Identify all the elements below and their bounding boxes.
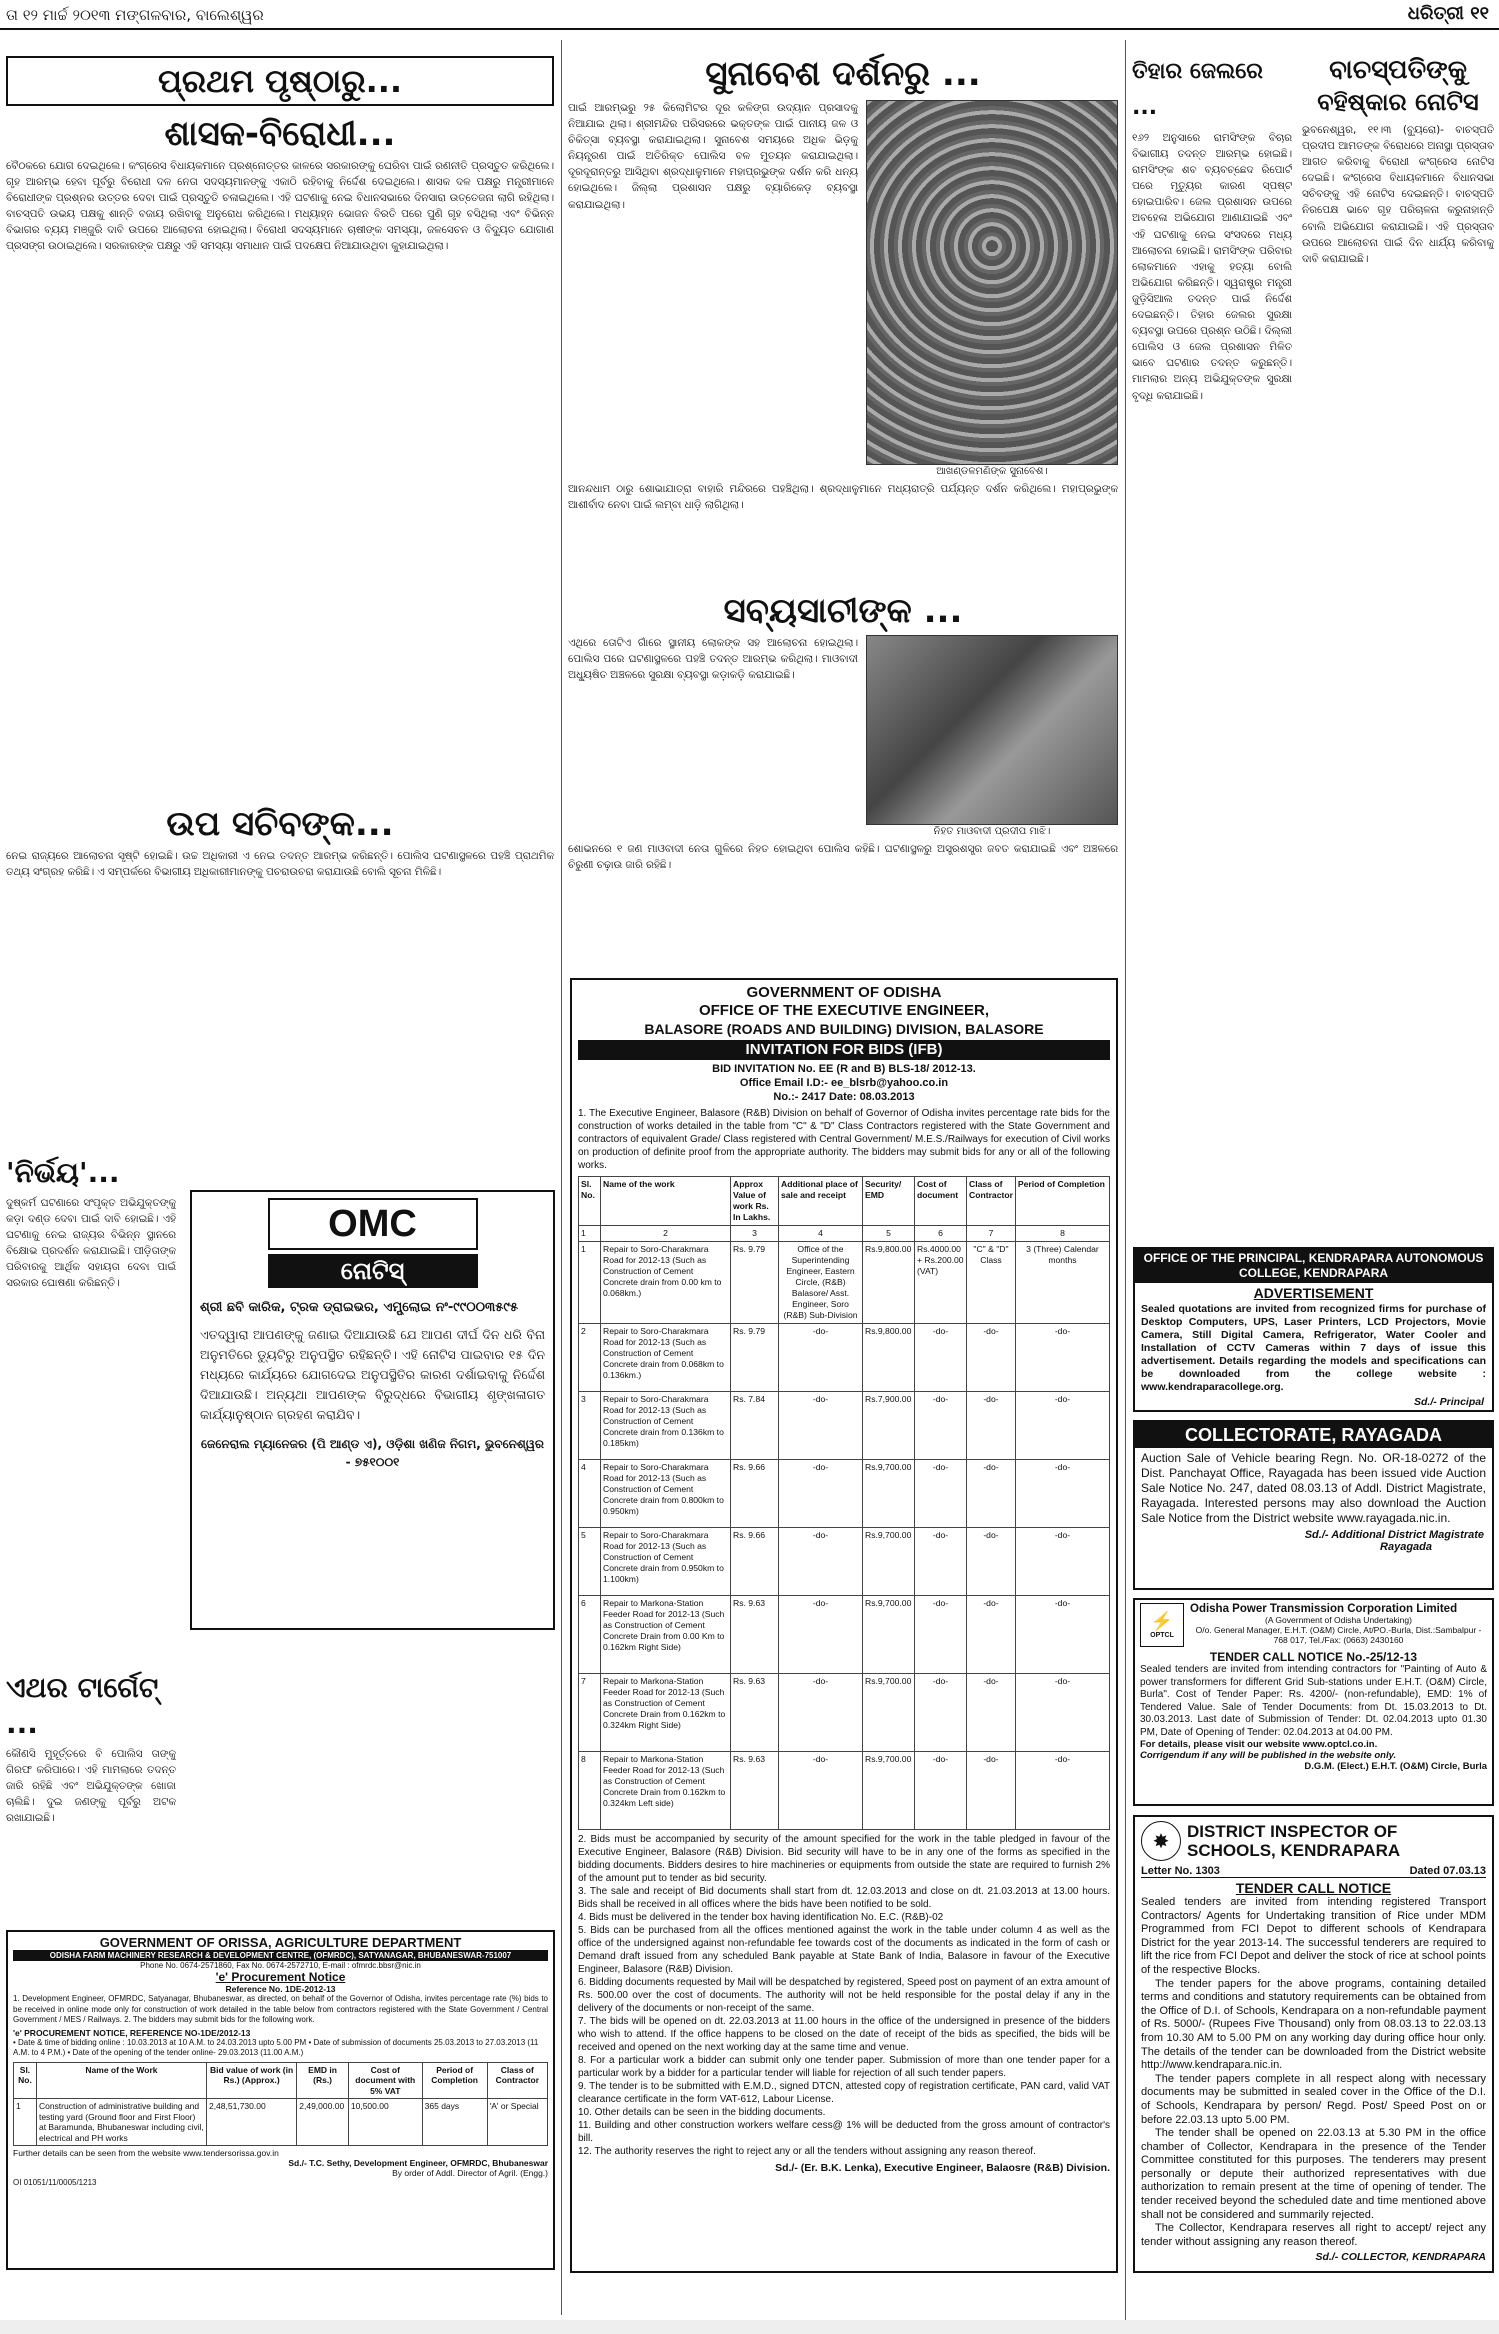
ifb-term: 10. Other details can be seen in the bidding documents.: [578, 2107, 826, 2118]
ifb-term: 8. For a particular work a bidder can submit only one tender paper. Submission of more than one tender paper for a particular work by a bidder for a particular tender will liable for rejection of all such tender papers.: [578, 2055, 1110, 2079]
rayagada-body: Auction Sale of Vehicle bearing Regn. No. OR-18-0272 of the Dist. Panchayat Office, Rayagada has been issued vide Auction Sale Notice No. 247, dated 08.03.13 of Addl. District Magistrate, Rayagada. Interested persons may also download the Auction Sale Notice from the District website www.rayagada.nic.in.: [1141, 1451, 1486, 1525]
rayagada-collectorate-ad: [1133, 1420, 1494, 1590]
rayagada-place: Rayagada: [1380, 1541, 1432, 1553]
article-body: ନେଇ ରାଜ୍ୟରେ ଆଲୋଚନା ସୃଷ୍ଟି ହୋଇଛି। ଉଚ୍ଚ ଅଧିକାରୀ ଏ ନେଇ ତଦନ୍ତ ଆରମ୍ଭ କରିଛନ୍ତି। ପୋଲିସ ଘଟଣାସ୍ଥଳରେ ପହଞ୍ଚି ପ୍ରାଥମିକ ତଥ୍ୟ ସଂଗ୍ରହ କରିଛି। ଏ ସମ୍ପର୍କରେ ବିଭାଗୀୟ ଅଧିକାରୀମାନଙ୍କୁ ପଚରାଉଚରା କରାଯାଉଛି ବୋଲି ସୂଚନା ମିଳିଛି।: [6, 850, 554, 879]
left-narrow-column: [6, 1155, 176, 2046]
ifb-term: 9. The tender is to be submitted with E.M.D., signed DTCN, attested copy of registration certificate, PAN card, valid VAT clearance certificate in the form VAT-612, Labour License.: [578, 2081, 1110, 2105]
headline-tihar: ତିହାର ଜେଲରେ ...: [1132, 59, 1263, 120]
dis-paragraph: The tender papers complete in all respect along with necessary documents may be submitted in sealed cover in the Office of the D.I. of Schools, Kendrapara by person/ Regd. Post/ Speed Post on or before 22.03.13 upto 5.00 PM.: [1141, 2072, 1486, 2126]
table-row: 8 Repair to Markona-Station Feeder Road for 2012-13 (Such as Construction of Cement Concrete Drain from 0.162km to 0.324km Left side) Rs. 9.63 -do- Rs.9,700.00 -do- -do- -do-: [579, 1752, 1110, 1830]
table-header: Sl. No.: [14, 2062, 37, 2099]
column-rule: [1125, 40, 1126, 2320]
headline-upa-sachiv: ଉପ ସଚିବଙ୍କ...: [166, 804, 394, 844]
dis-paragraph: Sealed tenders are invited from intending registered Transport Contractors/ Agents for Undertaking transition of Rice under MDM Programmed from FCI Depot to different schools of Kendrapara District for the year 2013-14. The successful tenderers are required to lift the rice from FCI Depot and deliver the stock of rice at school points of the respective Blocks.: [1141, 1896, 1486, 1976]
omc-notice-ad: [190, 1190, 555, 1630]
ifb-term: 4. Bids must be delivered in the tender box having identification No. E.C. (R&B)-02: [578, 1912, 944, 1923]
table-row: 3 Repair to Soro-Charakmara Road for 2012-13 (Such as Construction of Cement Concrete drain from 0.136km to 0.185km) Rs. 7.84 -do- Rs.7,900.00 -do- -do- -do-: [579, 1392, 1110, 1460]
table-row: 1 2 3 4 5 6 7 8: [579, 1226, 1110, 1242]
tower-icon: ⚡: [1150, 1611, 1174, 1631]
agri-centre-band: ODISHA FARM MACHINERY RESEARCH & DEVELOPMENT CENTRE, (OFMRDC), SATYANAGAR, BHUBANESWAR-751007: [13, 1950, 548, 1961]
table-row: 7 Repair to Markona-Station Feeder Road for 2012-13 (Such as Construction of Cement Concrete Drain from 0.162km to 0.324km Right Side) Rs. 9.63 -do- Rs.9,700.00 -do- -do- -do-: [579, 1674, 1110, 1752]
table-header: Period of Completion: [422, 2062, 487, 2099]
agri-dates: • Date & time of bidding online : 10.03.2013 at 10 A.M. to 24.03.2013 upto 5.00 PM • Date of submission of documents 25.03.2013 to 27.03.2013 (11 A.M. to 4 P.M.) • Date of the opening of the tender online- 29.03.2013 (11.00 A.M.): [13, 2037, 539, 2057]
article-body: ଭୁବନେଶ୍ୱର, ୧୧।୩ (ବ୍ୟୁରୋ)- ବାଚସ୍ପତି ପ୍ରଦୀପ ଆମତଙ୍କ ବିରୋଧରେ ଅନାସ୍ଥା ପ୍ରସ୍ତାବ ଆଗତ କରିବାକୁ ବିରୋଧୀ କଂଗ୍ରେସ ନୋଟିସ ଦେଇଛି। କଂଗ୍ରେସ ବିଧାୟକମାନେ ବିଧାନସଭା ସଚିବଙ୍କୁ ଏହି ନୋଟିସ ଦେଇଛନ୍ତି। ବାଚସ୍ପତି ନିରପେକ୍ଷ ଭାବେ ଗୃହ ପରିଚାଳନା କରୁନାହାନ୍ତି ବୋଲି ଅଭିଯୋଗ କରାଯାଇଛି। ଏହି ପ୍ରସ୍ତାବ ଉପରେ ଆଲୋଚନା ପାଇଁ ଦିନ ଧାର୍ଯ୍ୟ କରିବାକୁ ଦାବି କରାଯାଇଛି।: [1302, 124, 1494, 265]
optcl-tender-ad: [1133, 1598, 1494, 1806]
omc-notice-body: ଏତଦ୍ୱାରା ଆପଣଙ୍କୁ ଜଣାଇ ଦିଆଯାଉଛି ଯେ ଆପଣ ଦୀର୍ଘ ଦିନ ଧରି ବିନା ଅନୁମତିରେ ଡ୍ୟୁଟିରୁ ଅନୁପସ୍ଥିତ ରହିଛନ୍ତି। ଏହି ନୋଟିସ ପାଇବାର ୧୫ ଦିନ ମଧ୍ୟରେ କାର୍ଯ୍ୟରେ ଯୋଗଦେଇ ଅନୁପସ୍ଥିତିର କାରଣ ଦର୍ଶାଇବାକୁ ନିର୍ଦ୍ଦେଶ ଦିଆଯାଉଛି। ଅନ୍ୟଥା ଆପଣଙ୍କ ବିରୁଦ୍ଧରେ ବିଭାଗୀୟ ଶୃଙ୍ଖଳାଗତ କାର୍ଯ୍ୟାନୁଷ୍ଠାନ ଗ୍ରହଣ କରାଯିବ।: [200, 1327, 545, 1422]
agri-footnote: Further details can be seen from the website www.tendersorissa.gov.in: [13, 2148, 279, 2158]
tihar-article: [1132, 54, 1292, 1250]
masthead-date: ତା ୧୨ ମାର୍ଚ୍ଚ ୨୦୧୩ ମଙ୍ଗଳବାର, ବାଲେଶ୍ୱର: [6, 6, 264, 24]
ifb-signatory: Sd./- (Er. B.K. Lenka), Executive Engineer, Balaosre (R&B) Division.: [775, 2162, 1110, 2174]
ifb-division-title: BALASORE (ROADS AND BUILDING) DIVISION, BALASORE: [644, 1021, 1044, 1037]
ifb-work-table: [578, 1176, 1110, 1830]
optcl-logo: ⚡ OPTCL: [1140, 1603, 1184, 1647]
agri-reference: Reference No. 1DE-2012-13: [225, 1984, 336, 1994]
agri-contact: Phone No. 0674-2571860, Fax No. 0674-2572710, E-mail : ofmrdc.bbsr@nic.in: [140, 1961, 421, 1970]
article-body: ୧୬୨ ଅନୁସାରେ ରାମସିଂଙ୍କ ବିଚାର ବିଭାଗୀୟ ତଦନ୍ତ ଆରମ୍ଭ ହୋଇଛି। ରାମସିଂଙ୍କ ଶବ ବ୍ୟବଚ୍ଛେଦ ରିପୋର୍ଟ ପରେ ମୃତ୍ୟୁର କାରଣ ସ୍ପଷ୍ଟ ହୋଇପାରିବ। ଜେଲ ପ୍ରଶାସନ ଉପରେ ଅବହେଳା ଅଭିଯୋଗ ଆଣାଯାଇଛି ଏବଂ ଏହି ଘଟଣାକୁ ନେଇ ସଂସଦରେ ମଧ୍ୟ ଆଲୋଚନା ହୋଇଛି। ରାମସିଂଙ୍କ ପରିବାର ଲୋକମାନେ ଏହାକୁ ହତ୍ୟା ବୋଲି ଅଭିଯୋଗ କରିଛନ୍ତି। ସ୍ୱରାଷ୍ଟ୍ର ମନ୍ତ୍ରୀ ଜୁଡ଼ିସିଆଲ ତଦନ୍ତ ପାଇଁ ନିର୍ଦ୍ଦେଶ ଦେଇଛନ୍ତି। ତିହାର ଜେଲର ସୁରକ୍ଷା ବ୍ୟବସ୍ଥା ଉପରେ ପ୍ରଶ୍ନ ଉଠିଛି। ଦିଲ୍ଲୀ ପୋଲିସ ଓ ଜେଲ ପ୍ରଶାସନ ମିଳିତ ଭାବେ ଘଟଣାର ତଦନ୍ତ କରୁଛନ୍ତି। ମାମଲାର ଅନ୍ୟ ଅଭିଯୁକ୍ତଙ୍କ ସୁରକ୍ଷା ବୃଦ୍ଧି କରାଯାଇଛି।: [1132, 132, 1292, 402]
table-header: Class of Contractor: [487, 2062, 547, 2099]
headline-shasak-birodhi: ଶାସକ-ବିରୋଧୀ...: [164, 114, 396, 154]
table-row: 4 Repair to Soro-Charakmara Road for 2012-13 (Such as Construction of Cement Concrete drain from 0.800km to 0.950km) Rs. 9.66 -do- Rs.9,700.00 -do- -do- -do-: [579, 1460, 1110, 1528]
dis-date: Dated 07.03.13: [1409, 1865, 1486, 1877]
college-ad-title: ADVERTISEMENT: [1253, 1285, 1374, 1301]
article-body: ଶୋଭନରେ ୧ ଜଣ ମାଓବାଦୀ ନେତା ଗୁଳିରେ ନିହତ ହୋଇଥିବା ପୋଲିସ କହିଛି। ଘଟଣାସ୍ଥଳରୁ ଅସ୍ତ୍ରଶସ୍ତ୍ର ଜବତ କରାଯାଇଛି ଏବଂ ଅଞ୍ଚଳରେ ଚିରୁଣୀ ଚଢ଼ାଉ ଜାରି ରହିଛି।: [568, 843, 1118, 872]
emblem-icon: ✸: [1141, 1821, 1181, 1861]
optcl-name: Odisha Power Transmission Corporation Limited: [1190, 1603, 1458, 1615]
table-header: Bid value of work (in Rs.) (Approx.): [206, 2062, 296, 2099]
ifb-intro: 1. The Executive Engineer, Balasore (R&B) Division on behalf of Governor of Odisha invites percentage rate bids for the construction of works detailed in the table from "C" & "D" Class Contractors registered with the State Government and contractors of equivalent Grade/ Class registered with Central Government/ M.E.S./Railways for execution of Civil works on production of definite proof from the appropriate authority. The bidders may submit bids for any or all of the following works.: [578, 1108, 1110, 1171]
optcl-sub: (A Government of Odisha Undertaking): [1265, 1615, 1412, 1625]
ifb-ref-no: No.:- 2417 Date: 08.03.2013: [773, 1091, 915, 1103]
agri-notice-title: 'e' Procurement Notice: [215, 1970, 346, 1984]
dis-kendrapara-tender-ad: [1133, 1815, 1494, 2273]
dis-title: DISTRICT INSPECTOR OF SCHOOLS, KENDRAPARA: [1187, 1822, 1401, 1860]
headline-ethara-target: ଏଥର ଟାର୍ଗେଟ୍ ...: [6, 1671, 159, 1740]
table-header: Name of the Work: [36, 2062, 206, 2099]
college-ad-body: Sealed quotations are invited from recognized firms for purchase of Desktop Computers, UPS, Laser Printers, LCD Projectors, Movie Camera, Still Digital Camera, Refrigerator, Water Cooler and Installation of CCTV Cameras within 7 days of issue this advertisement. Details regarding the models and specifications can be downloaded from the college website : www.kendraparacollege.org.: [1141, 1303, 1486, 1393]
college-signatory: Sd./- Principal: [1413, 1396, 1484, 1408]
omc-signatory: ଜେନେରାଲ ମ୍ୟାନେଜର (ପି ଆଣ୍ଡ ଏ), ଓଡ଼ିଶା ଖଣିଜ ନିଗମ, ଭୁବନେଶ୍ୱର - ୭୫୧୦୦୧: [201, 1437, 544, 1469]
agri-body: 1. Development Engineer, OFMRDC, Satyanagar, Bhubaneswar, as directed, on behalf of the Governor of Odisha, invites percentage rate (%) bids to be received in online mode only for construction of work detailed in the table below from contractors registered with the State Government / Central Government / MES / Railways. 2. The bidders may submit bids for the following work.: [13, 1994, 548, 2024]
page-footer-strip: [0, 2320, 1499, 2334]
agri-work-table: [13, 2062, 548, 2147]
headline-sunabesha: ସୁନାବେଶ ଦର୍ଶନରୁ ...: [705, 54, 981, 94]
optcl-signatory: D.G.M. (Elect.) E.H.T. (O&M) Circle, Burla: [1304, 1761, 1487, 1772]
dis-notice-title: TENDER CALL NOTICE: [1235, 1880, 1392, 1896]
kendrapara-college-ad: [1133, 1247, 1494, 1412]
rayagada-signatory: Sd./- Additional District Magistrate: [1304, 1529, 1484, 1541]
ifb-office-title: OFFICE OF THE EXECUTIVE ENGINEER,: [698, 1002, 990, 1019]
agri-signatory: Sd./- T.C. Sethy, Development Engineer, OFMRDC, Bhubaneswar: [288, 2158, 548, 2168]
column-rule: [561, 40, 562, 2315]
table-header: Class of Contractor: [967, 1177, 1016, 1226]
speaker-notice-article: [1302, 54, 1494, 1212]
ifb-term: 7. The bids will be opened on dt. 22.03.2013 at 11.00 hours in the office of the undersigned in presence of the bidders who wish to attend. If the office happens to be closed on the date of receipt of the bids as specified, the bids will be received and opened on the next working day at the same time and venue.: [578, 2016, 1110, 2053]
front-page-continuation: [6, 56, 554, 1238]
headline-nirbhaya: 'ନିର୍ଭୟ'...: [6, 1156, 120, 1189]
ifb-bid-number: BID INVITATION No. EE (R and B) BLS-18/ 2012-13.: [712, 1063, 976, 1075]
balasore-ifb-notice: [570, 978, 1118, 2273]
table-header: EMD in (Rs.): [297, 2062, 349, 2099]
table-header: Security/ EMD: [863, 1177, 915, 1226]
table-header: Cost of document: [915, 1177, 967, 1226]
maoist-photo: [866, 635, 1118, 825]
optcl-tender-title: TENDER CALL NOTICE No.-25/12-13: [1209, 1650, 1418, 1664]
agri-dept-title: GOVERNMENT OF ORISSA, AGRICULTURE DEPARTMENT: [99, 1935, 462, 1950]
headline-sabyasachi: ସବ୍ୟସାଚୀଙ୍କ ...: [723, 591, 963, 631]
dis-paragraph: The tender shall be opened on 22.03.13 at 5.30 PM in the office chamber of Collector, Kendrapara in the presence of the Tender Committee constituted for this purposes. The tenderers may present personally or depute their authorized representatives with due authorization to remain present at the time of opening of tender. The tender received beyond the scheduled date and time mentioned above shall not be considered and summarily rejected.: [1141, 2127, 1486, 2221]
sunabesha-photo: [866, 100, 1118, 465]
ifb-term: 5. Bids can be purchased from all the offices mentioned against the work in the table under column 4 as well as the office of the undersigned against non-refundable fee towards cost of the documents as indicated in the form of cash or Demand draft issued from any scheduled Bank payable at State Bank of India, Balasore in favour of the Executive Engineer, Balasore (R&B) Division.: [578, 1925, 1110, 1975]
headline-speaker-line1: ବାଚସ୍ପତିଙ୍କୁ: [1329, 55, 1467, 85]
table-header: Approx Value of work Rs. In Lakhs.: [731, 1177, 779, 1226]
table-header: Additional place of sale and receipt: [779, 1177, 863, 1226]
table-header: Period of Completion: [1015, 1177, 1109, 1226]
ifb-email: Office Email I.D:- ee_blsrb@yahoo.co.in: [739, 1077, 949, 1089]
ifb-term: 12. The authority reserves the right to reject any or all the tenders without assigning any reason thereof.: [578, 2146, 1036, 2157]
rayagada-title: COLLECTORATE, RAYAGADA: [1135, 1422, 1492, 1448]
ifb-band: INVITATION FOR BIDS (IFB): [578, 1040, 1110, 1060]
table-row: 1 Construction of administrative building and testing yard (Ground floor and First Floor) at Baramunda, Bhubaneswar including civil, electrical and PH works 2,48,51,730.00 2,49,000.00 10,500.00 365 days 'A' or Special: [14, 2099, 548, 2146]
table-row: 2 Repair to Soro-Charakmara Road for 2012-13 (Such as Construction of Cement Concrete drain from 0.068km to 0.136km.) Rs. 9.79 -do- Rs.9,800.00 -do- -do- -do-: [579, 1324, 1110, 1392]
optcl-body: Sealed tenders are invited from intending contractors for "Painting of Auto & power transformers for different Grid Sub-stations under E.H.T. (O&M) Circle, Burla". Cost of Tender Paper: Rs. 4200/- (non-refundable), EMD: 1% of Tendered Value. Sale of Tender Documents: from Dt. 15.03.2013 to Dt. 30.03.2013. Last date of Submission of Tender: Dt. 02.04.2013 upto 01.30 PM, Date of Opening of Tender: 02.04.2013 at 04.00 PM.: [1140, 1664, 1487, 1738]
section-title-box: ପ୍ରଥମ ପୃଷ୍ଠାରୁ...: [6, 56, 554, 106]
optcl-web: For details, please visit our website www.optcl.co.in.: [1140, 1739, 1378, 1750]
omc-addressee: ଶ୍ରୀ ଛବି କାରିକ, ଟ୍ରକ ଡ୍ରାଇଭର, ଏମ୍ପ୍ଲୋଇ ନଂ-୯୯୦୦୩୫୯୫: [200, 1300, 518, 1315]
dis-paragraph: The tender papers for the above programs, containing detailed terms and conditions and statutory requirements can be obtained from the Office of D.I. of Schools, Kendrapara on a non-refundable payment of Rs. 5000/- (Rupees Five Thousand) only from 08.03.13 to 22.03.13 from 10.30 AM to 5.00 PM on any working day during office hour only. The details of the tender can be downloaded from the District website http://www.kendrapara.nic.in.: [1141, 1977, 1486, 2072]
omc-logo: OMC: [268, 1198, 478, 1250]
dis-letter-no: Letter No. 1303: [1141, 1865, 1220, 1877]
college-band: OFFICE OF THE PRINCIPAL, KENDRAPARA AUTONOMOUS COLLEGE, KENDRAPARA: [1135, 1249, 1492, 1283]
ifb-gov-title: GOVERNMENT OF ODISHA: [746, 984, 942, 1001]
article-body: କୌଣସି ମୁହୂର୍ତ୍ତରେ ବି ପୋଲିସ ତାଙ୍କୁ ଗିରଫ କରିପାରେ। ଏହି ମାମଲାରେ ତଦନ୍ତ ଜାରି ରହିଛି ଏବଂ ଅଭିଯୁକ୍ତଙ୍କ ଖୋଜା ଚାଲିଛି। ଦୁଇ ଜଣଙ୍କୁ ପୂର୍ବରୁ ଅଟକ ରଖାଯାଇଛି।: [6, 1748, 176, 1825]
optcl-address: O/o. General Manager, E.H.T. (O&M) Circle, At/PO.-Burla, Dist.:Sambalpur - 768 017, Tel./Fax: (0663) 2430160: [1195, 1625, 1482, 1645]
headline-speaker-line2: ବହିଷ୍କାର ନୋଟିସ: [1317, 88, 1479, 116]
table-row: 1 Repair to Soro-Charakmara Road for 2012-13 (Such as Construction of Cement Concrete drain from 0.00 km to 0.068km.) Rs. 9.79 Office of the Superintending Engineer, Eastern Circle, (R&B) Balasore/ Asst. Engineer, Soro (R&B) Sub-Division Rs.9,800.00 Rs.4000.00 + Rs.200.00 (VAT) "C" & "D" Class 3 (Three) Calendar months: [579, 1242, 1110, 1324]
ifb-term: 6. Bidding documents requested by Mail will be despatched by registered, Speed post on payment of an extra amount of Rs. 500.00 over the cost of documents. The authority will not be held responsible for the postal delay if any in the delivery of the documents or non-receipt of the same.: [578, 1977, 1110, 2014]
masthead: [0, 0, 1499, 30]
optcl-corrigendum: Corrigendum if any will be published in the website only.: [1140, 1750, 1397, 1761]
masthead-paper-page: ଧରିତ୍ରୀ ୧୧: [1407, 3, 1489, 24]
photo-caption: ନିହତ ମାଓବାଦୀ ପ୍ରଦୀପ ମାଝି।: [933, 826, 1051, 837]
article-body: ପାଇଁ ଆରମ୍ଭରୁ ୨୫ କିଲୋମିଟର ଦୂର କଳିଙ୍ଗ ଉଦ୍ୟାନ ପ୍ରସାଦକୁ ନିଆଯାଇ ଥିଲା। ଶ୍ରୀମନ୍ଦିର ପରିସରରେ ଭକ୍ତଙ୍କ ପାଇଁ ପାନୀୟ ଜଳ ଓ ଚିକିତ୍ସା ବ୍ୟବସ୍ଥା କରାଯାଇଥିଲା। ସୁନାବେଶ ସମୟରେ ଅଧିକ ଭିଡ଼କୁ ନିୟନ୍ତ୍ରଣ ପାଇଁ ଅତିରିକ୍ତ ପୋଲିସ ବଳ ମୁତୟନ କରାଯାଇଥିଲା। ଦୂରଦୂରାନ୍ତରୁ ଆସିଥିବା ଶ୍ରଦ୍ଧାଳୁମାନେ ମହାପ୍ରଭୁଙ୍କ ଦର୍ଶନ କରି ଧନ୍ୟ ହୋଇଥିଲେ। ଜିଲ୍ଲା ପ୍ରଶାସନ ପକ୍ଷରୁ ବ୍ୟାରିକେଡ଼ ବ୍ୟବସ୍ଥା କରାଯାଇଥିଲା।: [568, 102, 858, 211]
table-header: Name of the work: [601, 1177, 731, 1226]
ifb-term: 11. Building and other construction workers welfare cess@ 1% will be deducted from the gross amount of contractor's bill.: [578, 2120, 1110, 2144]
table-header: Sl. No.: [579, 1177, 601, 1226]
photo-caption: ଆଖଣ୍ଡଳମଣିଙ୍କ ସୁନାବେଶ।: [936, 466, 1048, 477]
article-body: ବୈଠକରେ ଯୋଗ ଦେଇଥିଲେ। କଂଗ୍ରେସ ବିଧାୟକମାନେ ପ୍ରଶ୍ନୋତ୍ତର କାଳରେ ସରକାରଙ୍କୁ ଘେରିବା ପାଇଁ ରଣନୀତି ପ୍ରସ୍ତୁତ କରିଥିଲେ। ଗୃହ ଆରମ୍ଭ ହେବା ପୂର୍ବରୁ ବିରୋଧୀ ଦଳ ନେତା ସଦସ୍ୟମାନଙ୍କୁ ଏକାଠି ରହିବାକୁ ନିର୍ଦ୍ଦେଶ ଦେଇଥିଲେ। ଶାସକ ଦଳ ପକ୍ଷରୁ ମନ୍ତ୍ରୀମାନେ ବିରୋଧୀଙ୍କ ପ୍ରଶ୍ନର ଉତ୍ତର ଦେବା ପାଇଁ ପ୍ରସ୍ତୁତି ଚଳାଇଥିଲେ। ଏହି ଘଟଣାକୁ ନେଇ ବିଧାନସଭାରେ ଦିନସାରା ଉତ୍ତେଜନା ଲାଗି ରହିଥିଲା। ବାଚସ୍ପତି ଉଭୟ ପକ୍ଷକୁ ଶାନ୍ତି ବଜାୟ ରଖିବାକୁ ଅନୁରୋଧ କରିଥିଲେ। ମଧ୍ୟାହ୍ନ ଭୋଜନ ବିରତି ପରେ ପୁଣି ଗୃହ ବସିଥିଲା ଏବଂ ବିଭିନ୍ନ ବିଭାଗର ବ୍ୟୟ ମଞ୍ଜୁରି ଦାବି ଉପରେ ଆଲୋଚନା ହୋଇଥିଲା। ବିରୋଧୀ ସଦସ୍ୟମାନେ ଚାଷୀଙ୍କ ସମସ୍ୟା, ଜଳସେଚନ ଓ ବିଦ୍ୟୁତ ଯୋଗାଣ ପ୍ରସଙ୍ଗ ଉଠାଇଥିଲେ। ସରକାରଙ୍କ ପକ୍ଷରୁ ଏହି ସମସ୍ୟା ସମାଧାନ ପାଇଁ ପଦକ୍ଷେପ ନିଆଯାଉଥିବା କୁହାଯାଇଥିଲା।: [6, 160, 554, 253]
ifb-term: 2. Bids must be accompanied by security of the amount specified for the work in the table pledged in favour of the Executive Engineer, Balasore (R&B) Division. Bid security will have to be in any one of the forms as specified in the bidding documents. Bidders desires to hire machineries or equipments from outside the state are required to furnish 2% of the amount put to tender as bid security.: [578, 1834, 1110, 1884]
article-body: ଏଥିରେ ତୋଟିଏ ଗାଁରେ ସ୍ଥାନୀୟ ଲୋକଙ୍କ ସହ ଆଲୋଚନା ହୋଇଥିଲା। ପୋଲିସ ପରେ ଘଟଣାସ୍ଥଳରେ ପହଞ୍ଚି ତଦନ୍ତ ଆରମ୍ଭ କରିଥିଲା। ମାଓବାଦୀ ଅଧ୍ୟୁଷିତ ଅଞ୍ଚଳରେ ସୁରକ୍ଷା ବ୍ୟବସ୍ଥା କଡ଼ାକଡ଼ି କରାଯାଇଛି।: [568, 637, 858, 682]
agri-subreference: 'e' PROCUREMENT NOTICE, REFERENCE NO-1DE/2012-13: [13, 2027, 251, 2038]
ifb-term: 3. The sale and receipt of Bid documents shall start from dt. 12.03.2013 and close on dt. 21.03.2013 at 13.00 hours. Bids shall be received in all offices where the bids have been notified to be sold.: [578, 1886, 1110, 1910]
sunabesha-article: [568, 54, 1118, 926]
dis-signatory: Sd./- COLLECTOR, KENDRAPARA: [1315, 2251, 1486, 2264]
omc-notice-title: ନୋଟିସ୍: [268, 1254, 478, 1288]
table-row: 5 Repair to Soro-Charakmara Road for 2012-13 (Such as Construction of Cement Concrete drain from 0.950km to 1.100km) Rs. 9.66 -do- Rs.9,700.00 -do- -do- -do-: [579, 1528, 1110, 1596]
agriculture-eprocurement-notice: [6, 1930, 555, 2270]
table-header: Cost of document with 5% VAT: [348, 2062, 422, 2099]
dis-body: [1141, 1896, 1486, 2249]
agri-order: By order of Addl. Director of Agril. (Engg.): [392, 2168, 548, 2178]
article-body: ଆନନ୍ଦଧାମ ଠାରୁ ଶୋଭାଯାତ୍ରା ବାହାରି ମନ୍ଦିରରେ ପହଞ୍ଚିଥିଲା। ଶ୍ରଦ୍ଧାଳୁମାନେ ମଧ୍ୟରାତ୍ରି ପର୍ଯ୍ୟନ୍ତ ଦର୍ଶନ କରିଥିଲେ। ମହାପ୍ରଭୁଙ୍କ ଆଶୀର୍ବାଦ ନେବା ପାଇଁ ଲମ୍ବା ଧାଡ଼ି ଲାଗିଥିଲା।: [568, 483, 1118, 512]
ifb-terms: [578, 1833, 1110, 2158]
table-row: 6 Repair to Markona-Station Feeder Road for 2012-13 (Such as Construction of Cement Concrete Drain from 0.00 Km to 0.162km Right Side) Rs. 9.63 -do- Rs.9,700.00 -do- -do- -do-: [579, 1596, 1110, 1674]
article-body: ଦୁଷ୍କର୍ମ ଘଟଣାରେ ସଂପୃକ୍ତ ଅଭିଯୁକ୍ତଙ୍କୁ କଡ଼ା ଦଣ୍ଡ ଦେବା ପାଇଁ ଦାବି ହୋଇଛି। ଏହି ଘଟଣାକୁ ନେଇ ରାଜ୍ୟର ବିଭିନ୍ନ ସ୍ଥାନରେ ବିକ୍ଷୋଭ ପ୍ରଦର୍ଶନ କରାଯାଇଛି। ପୀଡ଼ିତାଙ୍କ ପରିବାରକୁ ଆର୍ଥିକ ସହାୟତା ଦେବା ପାଇଁ ସରକାର ଘୋଷଣା କରିଛନ୍ତି।: [6, 1197, 176, 1290]
dis-paragraph: The Collector, Kendrapara reserves all right to accept/ reject any tender without assigning any reason thereof.: [1141, 2222, 1486, 2248]
agri-code: OI 01051/11/0005/1213: [13, 2178, 97, 2187]
